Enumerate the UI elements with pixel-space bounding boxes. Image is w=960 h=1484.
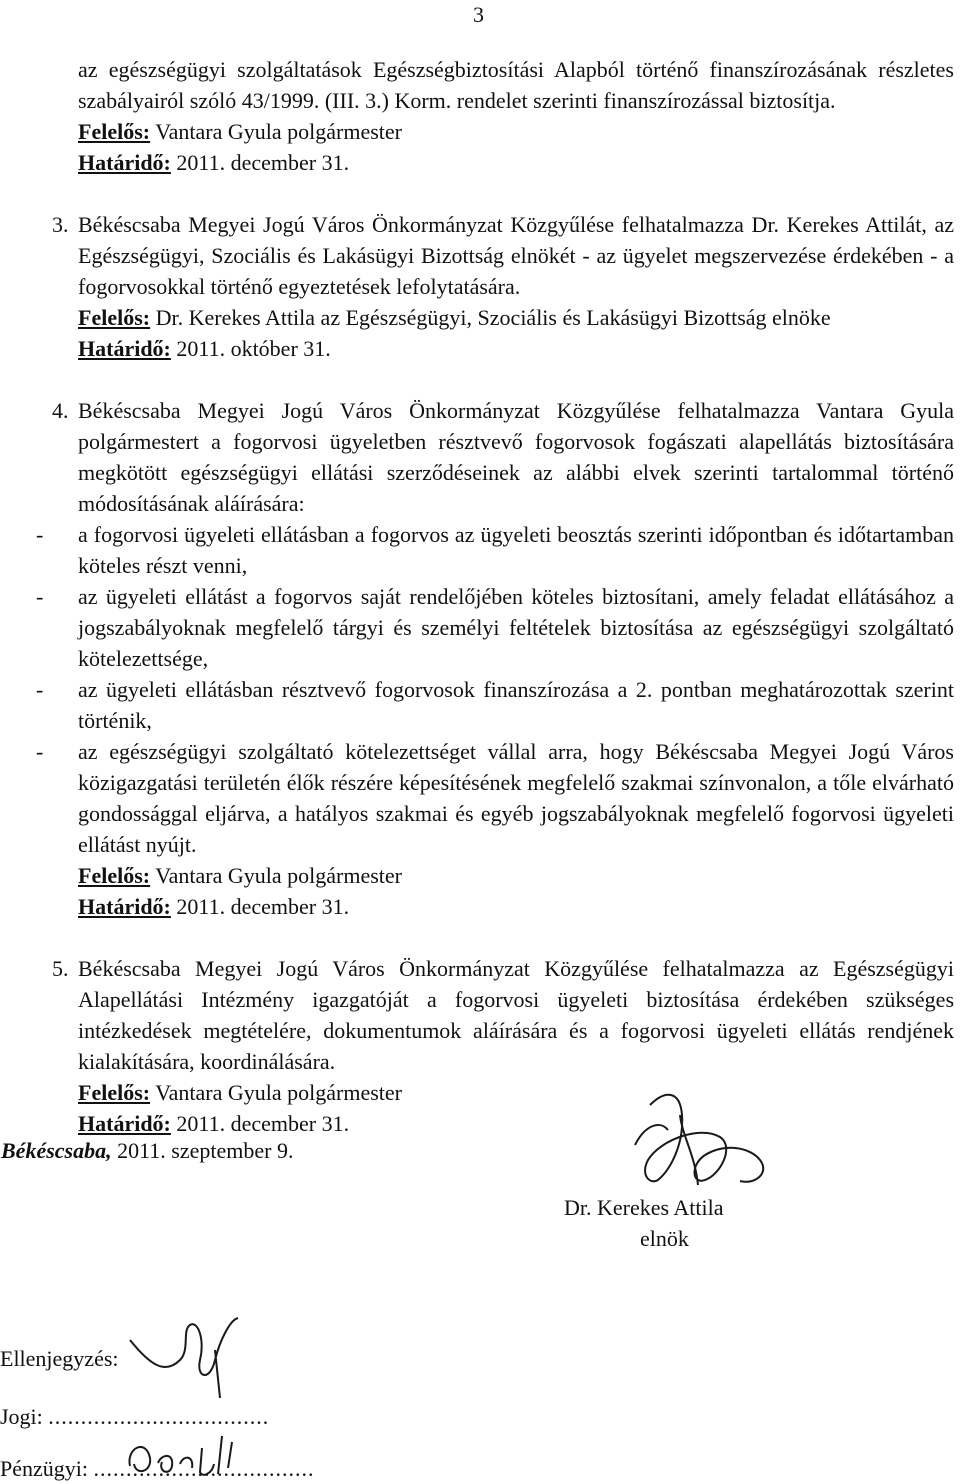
item-number: 4. xyxy=(52,398,69,423)
signing-date-value: 2011. szeptember 9. xyxy=(117,1138,294,1163)
responsible-label: Felelős: xyxy=(78,119,151,144)
responsible-value: Vantara Gyula polgármester xyxy=(155,1080,402,1105)
intro-deadline xyxy=(78,147,960,178)
bullet-dash: - xyxy=(36,677,44,702)
bullet-text: az ügyeleti ellátást a fogorvos saját rendelőjében köteles biztosítani, amely feladat ellátásához a jogszabályoknak megfelelő tárgyi és személyi feltételek biztosítása az egészségügyi szolgáltató kötelezettsége, xyxy=(78,584,954,671)
item-text: Békéscsaba Megyei Jogú Város Önkormányzat Közgyűlése felhatalmazza az Egészségügyi Alapellátási Intézmény igazgatóját a fogorvosi ügyeleti biztosítása érdekében szükséges intézkedések megtételére, dokumentumok aláírására és a fogorvosi ügyeleti ellátás rendjének kialakítására, koordinálására. xyxy=(78,956,954,1074)
signer-name: Dr. Kerekes Attila xyxy=(564,1195,724,1220)
responsible-value: Vantara Gyula polgármester xyxy=(155,863,402,888)
item-5-deadline xyxy=(78,1108,960,1139)
item-text: Békéscsaba Megyei Jogú Város Önkormányzat Közgyűlése felhatalmazza Dr. Kerekes Attilát, az Egészségügyi, Szociális és Lakásügyi Bizottság elnökét - az ügyelet megszervezése érdekében - a fogorvosokkal történő egyeztetések lefolytatására. xyxy=(78,212,954,299)
endorsement-signature xyxy=(120,1310,250,1400)
item-4-responsible xyxy=(78,860,960,891)
bullet-item xyxy=(36,581,954,674)
deadline-label: Határidő: xyxy=(78,1111,171,1136)
responsible-value: Dr. Kerekes Attila az Egészségügyi, Szociális és Lakásügyi Bizottság elnöke xyxy=(155,305,831,330)
legal-endorsement xyxy=(0,1404,269,1430)
bullet-item xyxy=(36,519,954,581)
responsible-label: Felelős: xyxy=(78,863,151,888)
endorsement-label: Ellenjegyzés: xyxy=(0,1346,119,1371)
deadline-label: Határidő: xyxy=(78,336,171,361)
resolution-item-3 xyxy=(52,209,954,302)
document-body xyxy=(0,54,960,1139)
resolution-item-4 xyxy=(52,395,954,519)
chair-signature xyxy=(610,1085,790,1205)
item-5-responsible xyxy=(78,1077,960,1108)
deadline-label: Határidő: xyxy=(78,894,171,919)
resolution-item-5 xyxy=(52,953,954,1077)
responsible-label: Felelős: xyxy=(78,305,151,330)
signing-date xyxy=(1,1138,293,1164)
deadline-value: 2011. december 31. xyxy=(176,1111,350,1136)
bullet-item xyxy=(36,736,954,860)
legal-label: Jogi: xyxy=(0,1404,43,1429)
bullet-dash: - xyxy=(36,584,44,609)
item-3-responsible xyxy=(78,302,960,333)
legal-dots: .................................. xyxy=(48,1404,270,1429)
bullet-dash: - xyxy=(36,522,44,547)
signer-role: elnök xyxy=(640,1226,689,1251)
bullet-item xyxy=(36,674,954,736)
intro-paragraph: az egészségügyi szolgáltatások Egészségbiztosítási Alapból történő finanszírozásának részletes szabályairól szóló 43/1999. (III. 3.) Korm. rendelet szerinti finanszírozással biztosítja. xyxy=(78,57,954,113)
bullet-text: a fogorvosi ügyeleti ellátásban a fogorvos az ügyeleti beosztás szerinti időpontban és időtartamban köteles részt venni, xyxy=(78,522,954,578)
intro-responsible xyxy=(78,116,960,147)
item-number: 5. xyxy=(52,956,69,981)
deadline-value: 2011. december 31. xyxy=(176,150,350,175)
financial-signature xyxy=(118,1428,248,1484)
financial-label: Pénzügyi: xyxy=(0,1456,88,1481)
page-number: 3 xyxy=(473,2,484,27)
deadline-value: 2011. december 31. xyxy=(176,894,350,919)
item-text: Békéscsaba Megyei Jogú Város Önkormányzat Közgyűlése felhatalmazza Vantara Gyula polgármestert a fogorvosi ügyeletben résztvevő fogorvosok fogászati alapellátás biztosítására megkötött egészségügyi ellátási szerződéseinek az alábbi elvek szerinti tartalommal történő módosításának aláírására: xyxy=(78,398,954,516)
bullet-text: az ügyeleti ellátásban résztvevő fogorvosok finanszírozása a 2. pontban meghatározottak szerint történik, xyxy=(78,677,954,733)
signing-city: Békéscsaba, xyxy=(1,1138,112,1163)
financial-dots: .................................. xyxy=(93,1456,315,1481)
responsible-value: Vantara Gyula polgármester xyxy=(155,119,402,144)
deadline-label: Határidő: xyxy=(78,150,171,175)
item-3-deadline xyxy=(78,333,960,364)
bullet-text: az egészségügyi szolgáltató kötelezettséget vállal arra, hogy Békéscsaba Megyei Jogú Város közigazgatási területén élők részére képesítésének megfelelő szakmai színvonalon, a tőle elvárható gondossággal eljárva, a hatályos szakmai és egyéb jogszabályoknak megfelelő fogorvosi ügyeleti ellátást nyújt. xyxy=(78,739,954,857)
deadline-value: 2011. október 31. xyxy=(176,336,331,361)
item-4-deadline xyxy=(78,891,960,922)
responsible-label: Felelős: xyxy=(78,1080,151,1105)
bullet-dash: - xyxy=(36,739,44,764)
item-number: 3. xyxy=(52,212,69,237)
